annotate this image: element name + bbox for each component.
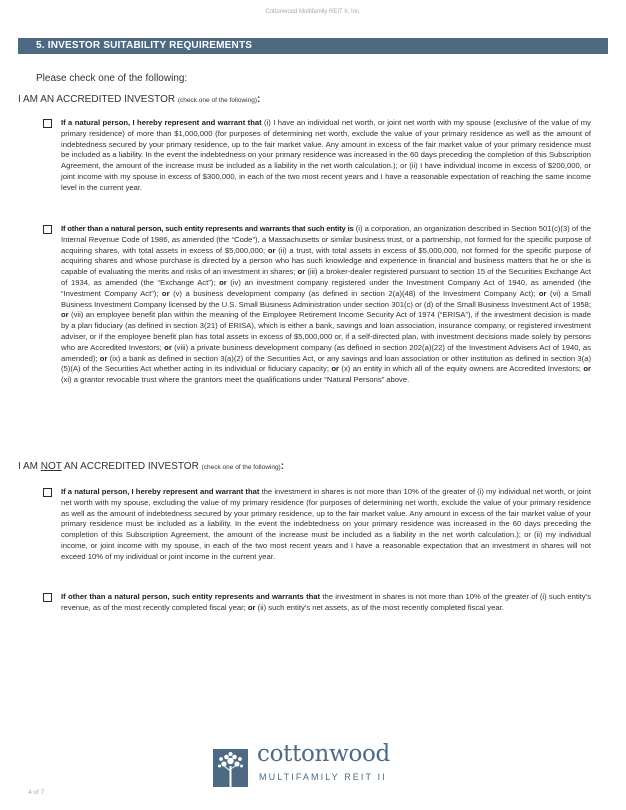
option-body: (vi) a Small Business Investment Company licensed by the U.S. Small Business Administration under section 301(c) or (d) of the Small Business Investment Act of 1958; (61, 288, 591, 309)
or-connector: or (99, 353, 108, 363)
non-accredited-heading-colon: : (280, 461, 285, 472)
tree-logo-icon (213, 749, 248, 787)
or-connector: or (61, 310, 69, 320)
option-body: (ix) a bank as defined in section 3(a)(2) of the Securities Act, or any savings and loan association or other institution as defined in section 3(a)(5)(A) of the Securities Act whether acting in its individual or fiduciary capacity; (61, 353, 591, 374)
accredited-entity-checkbox[interactable] (43, 225, 52, 234)
option-lead: If a natural person, I hereby represent and warrant that (61, 118, 262, 127)
accredited-heading (18, 94, 260, 105)
or-connector: or (331, 364, 340, 374)
option-body: (ii) such entity’s net assets, as of the most recently completed fiscal year. (255, 602, 504, 612)
or-connector: or (164, 342, 172, 352)
option-body: (iii) a broker-dealer registered pursuant to section 15 of the Securities Exchange Act of 1934, as amended (the “Exchange Act”); (61, 267, 592, 287)
option-body: (x) an entity in which all of the equity owners are Accredited Investors; (339, 364, 584, 374)
accredited-heading-colon: : (257, 94, 261, 105)
page-number: 4 of 7 (28, 789, 45, 796)
or-connector: or (247, 602, 256, 612)
cottonwood-logo (213, 741, 413, 791)
option-body: the investment in shares is not more than 10% of the greater of (i) my individual net worth, or joint net worth with my spouse, excluding the value of my primary residence (for purposes of determining net worth, exclude the value of your primary residence as well as the amount of indebtedness secured by your primary residence, up to the fair market value. Any amount in excess of the fair market value of your primary residence must be included as a liability. In the event the indebtedness on your primary residence was increased in the 60 days preceding the completion of this Subscription Agreement, the amount of the increase must be included as a liability in the net worth calculation.); or (ii) my individual income, or joint income with my spouse, in each of the two most recent years and I have a reasonable expectation that an investment in shares will not exceed 10% of my individual or joint income in the current year. (61, 487, 591, 561)
option-body: (ii) a trust, with total assets in excess of $5,000,000, not formed for the specific purpose of acquiring shares and whose purchase is directed by a person who has such knowledge and experience in financial and business matters that he or she is capable of evaluating the merits and risks of an investment in shares; (61, 245, 591, 277)
section-title-bar: 5. INVESTOR SUITABILITY REQUIREMENTS (18, 38, 608, 54)
non-accredited-heading-post: AN ACCREDITED INVESTOR (61, 461, 199, 472)
option-body: (iv) an investment company registered under the Investment Company Act of 1940, as amended (the “Investment Company Act”); (61, 277, 591, 298)
or-connector: or (583, 364, 591, 374)
accredited-entity-text (61, 224, 591, 386)
non-accredited-heading-note: (check one of the following) (201, 464, 281, 471)
accredited-natural-person-text (61, 118, 591, 194)
instruction-text: Please check one of the following: (36, 73, 188, 84)
accredited-heading-text: I AM AN ACCREDITED INVESTOR (18, 94, 176, 105)
option-body: (v) a business development company (as defined in section 2(a)(48) of the Investment Company Act); (169, 288, 539, 298)
or-connector: or (161, 288, 170, 298)
accredited-heading-note: (check one of the following) (177, 97, 257, 104)
or-connector: or (267, 245, 276, 255)
non-accredited-natural-person-text (61, 487, 591, 563)
non-accredited-heading-not: NOT (40, 461, 62, 472)
or-connector: or (297, 267, 306, 277)
option-lead: If a natural person, I hereby represent and warrant that (61, 487, 260, 496)
option-body: (i) a corporation, an organization described in Section 501(c)(3) of the Internal Revenue Code of 1986, as amended (the “Code”), a Massachusetts or similar business trust, or a partnership, not formed for the specific purpose of acquiring shares, with total assets in excess of $5,000,000; (61, 224, 592, 255)
non-accredited-heading-pre: I AM (18, 461, 41, 472)
option-lead: If other than a natural person, such entity represents and warrants that (61, 592, 321, 601)
non-accredited-option-entity (43, 592, 591, 614)
or-connector: or (219, 277, 227, 287)
or-connector: or (538, 288, 547, 298)
non-accredited-entity-checkbox[interactable] (43, 593, 52, 602)
option-body: the investment in shares is not more than 10% of the greater of (i) such entity’s revenue, as of the most recently completed fiscal year; (61, 592, 592, 612)
running-header: Cottonwood Multifamily REIT II, Inc. (265, 9, 361, 15)
logo-wordmark: cottonwood (257, 741, 390, 767)
accredited-option-natural-person (43, 118, 591, 194)
logo-subtitle: MULTIFAMILY REIT II (259, 772, 387, 782)
accredited-natural-person-checkbox[interactable] (43, 119, 52, 128)
non-accredited-entity-text (61, 592, 591, 614)
accredited-option-entity (43, 224, 591, 386)
non-accredited-heading (18, 461, 284, 472)
option-body: (vii) an employee benefit plan within the meaning of the Employee Retirement Income Security Act of 1974 (“ERISA”), if the investment decision is made by a plan fiduciary (as defined in section 3(21) of ERISA), which is either a bank, savings and loan association, insurance company, or registered investment adviser, or if the employee benefit plan has total assets in excess of $5,000,000 or, if a self-directed plan, with investment decisions made solely by persons who are Accredited Investors; (61, 310, 591, 352)
option-body: (i) I have an individual net worth, or joint net worth with my spouse (exclusive of the value of my primary residence) of more than $1,000,000 (for purposes of determining net worth, exclude the value of your primary residence as well as the amount of indebtedness secured by your primary residence, up to the fair market value. Any amount in excess of the fair market value of your primary residence must be included as a liability. In the event the indebtedness on your primary residence was increased in the 60 days preceding the completion of this Subscription Agreement, the amount of the increase must be included as a liability in the net worth calculation.); or (ii) I have individual income in excess of $200,000, or joint income with my spouse in excess of $300,000, in each of the two most recent years and I have a reasonable expectation of reaching the same income level in the current year. (61, 118, 591, 192)
non-accredited-natural-person-checkbox[interactable] (43, 488, 52, 497)
non-accredited-option-natural-person (43, 487, 591, 563)
option-lead: If other than a natural person, such entity represents and warrants that such entity is (61, 224, 354, 233)
option-body: (viii) a private business development company (as defined in section 202(a)(22) of the Investment Advisers Act of 1940, as amended); (61, 342, 591, 363)
option-body: (xi) a grantor revocable trust where the grantors meet the qualifications under “Natural Persons” above. (61, 375, 410, 385)
